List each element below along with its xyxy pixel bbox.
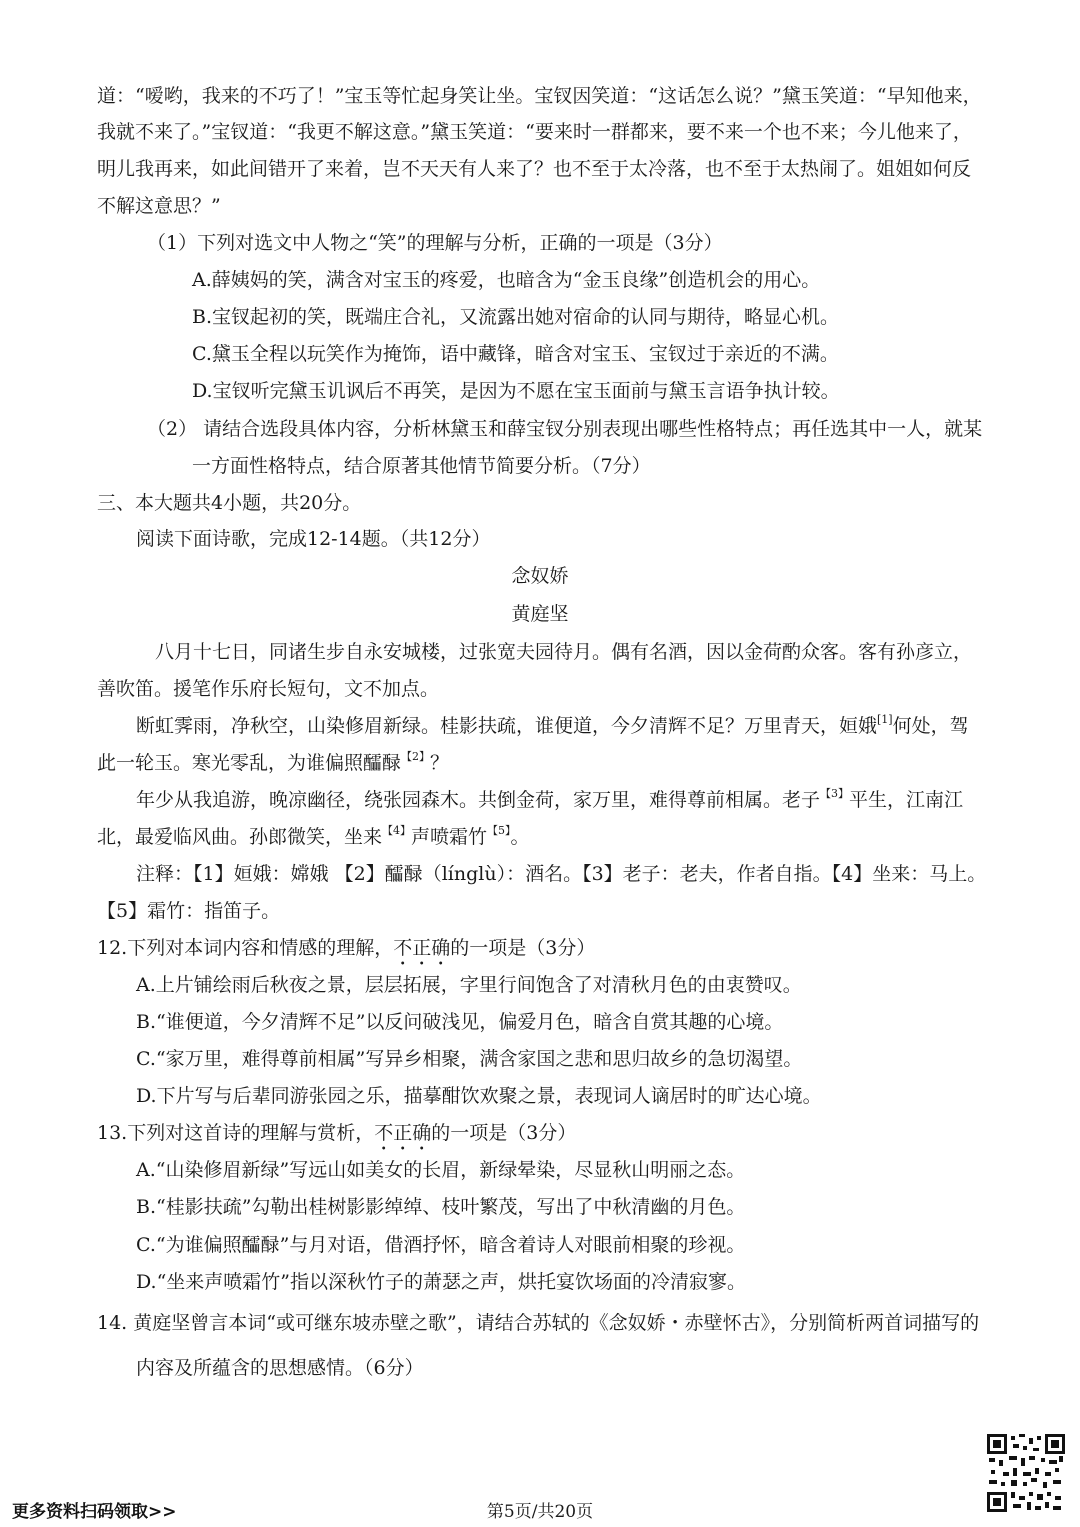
footnote-ref-3: 【3】 bbox=[820, 786, 850, 800]
q13-option-b: B.“桂影扶疏”勾勒出桂树影影绰绰、枝叶繁茂，写出了中秋清幽的月色。 bbox=[136, 1196, 746, 1218]
footnote-ref-2: 【2】 bbox=[401, 749, 431, 763]
q11-1-stem: （1）下列对选文中人物之“笑”的理解与分析，正确的一项是（3分） bbox=[147, 232, 723, 254]
poem-stanza-2-line-2: 北，最爱临风曲。孙郎微笑，坐来$^{【4】}$声喷霜竹$^{【5】}$。 bbox=[97, 823, 530, 848]
passage-line-4: 不解这意思？” bbox=[97, 195, 221, 217]
q12-emphasis: 不正确 bbox=[393, 937, 451, 959]
page-number: 第5页/共20页 bbox=[486, 1502, 594, 1522]
poem-stanza-2-line-1: 年少从我追游，晚凉幽径，绕张园森木。共倒金荷，家万里，难得尊前相属。老子$^{【3】}$平生，江南江 bbox=[136, 786, 964, 811]
q12-option-b: B.“谁便道，今夕清辉不足”以反问破浅见，偏爱月色，暗含自赏其趣的心境。 bbox=[136, 1011, 784, 1033]
poem-stanza-1-line-2: 此一轮玉。寒光零乱，为谁偏照醽醁$^{【2】}$？ bbox=[97, 749, 450, 774]
q13-option-a: A.“山染修眉新绿”写远山如美女的长眉，新绿晕染，尽显秋山明丽之态。 bbox=[136, 1159, 746, 1181]
poem-notes-line-2: 【5】霜竹：指笛子。 bbox=[97, 900, 281, 922]
q12-option-d: D.下片写与后辈同游张园之乐，描摹酣饮欢聚之景，表现词人谪居时的旷达心境。 bbox=[136, 1085, 822, 1107]
poem-notes-line-1: 注释：【1】姮娥：嫦娥 【2】醽醁（línglù）：酒名。【3】老子：老夫，作者自指。【4】坐来：马上。 bbox=[136, 863, 987, 885]
q13-option-c: C.“为谁偏照醽醁”与月对语，借酒抒怀，暗含着诗人对眼前相聚的珍视。 bbox=[136, 1234, 746, 1256]
poem-preface-line-2: 善吹笛。援笔作乐府长短句，文不加点。 bbox=[97, 678, 440, 700]
footnote-ref-4: 【4】 bbox=[382, 823, 412, 837]
q11-2-line-2: 一方面性格特点，结合原著其他情节简要分析。（7分） bbox=[192, 455, 651, 477]
poem-preface-line-1: 八月十七日，同诸生步自永安城楼，过张宽夫园待月。偶有名酒，因以金荷酌众客。客有孙彦立， bbox=[155, 641, 973, 663]
passage-line-2: 我就不来了。”宝钗道：“我更不解这意。”黛玉笑道：“要来时一群都来，要不来一个也不来；今儿他来了， bbox=[97, 121, 972, 143]
q13-emphasis: 不正确 bbox=[374, 1122, 432, 1144]
q12-stem: 12.下列对本词内容和情感的理解，不正确的一项是（3分） bbox=[97, 937, 596, 959]
q11-1-option-d: D.宝钗听完黛玉讥讽后不再笑，是因为不愿在宝玉面前与黛玉言语争执计较。 bbox=[192, 380, 840, 402]
q11-2-line-1: （2） 请结合选段具体内容，分析林黛玉和薛宝钗分别表现出哪些性格特点；再任选其中一人，就某 bbox=[147, 418, 983, 440]
poem-author: 黄庭坚 bbox=[511, 603, 569, 625]
q11-1-option-c: C.黛玉全程以玩笑作为掩饰，语中藏锋，暗含对宝玉、宝钗过于亲近的不满。 bbox=[192, 343, 839, 365]
passage-line-1: 道：“嗳哟，我来的不巧了！”宝玉等忙起身笑让坐。宝钗因笑道：“这话怎么说？”黛玉笑道：“早知他来， bbox=[97, 85, 982, 107]
q12-option-c: C.“家万里，难得尊前相属”写异乡相聚，满含家国之悲和思归故乡的急切渴望。 bbox=[136, 1048, 803, 1070]
q12-option-a: A.上片铺绘雨后秋夜之景，层层拓展，字里行间饱含了对清秋月色的由衷赞叹。 bbox=[136, 974, 802, 996]
q14-line-2: 内容及所蕴含的思想感情。（6分） bbox=[136, 1357, 424, 1379]
footnote-ref-5: 【5】 bbox=[487, 823, 511, 837]
footnote-ref-1: [1] bbox=[877, 712, 893, 726]
passage-line-3: 明儿我再来，如此间错开了来着，岂不天天有人来了？也不至于太冷落，也不至于太热闹了。姐姐如何反 bbox=[97, 158, 972, 180]
q11-1-option-a: A.薛姨妈的笑，满含对宝玉的疼爱，也暗含为“金玉良缘”创造机会的用心。 bbox=[192, 269, 821, 291]
section-3-intro: 阅读下面诗歌，完成12-14题。（共12分） bbox=[136, 528, 491, 550]
q14-line-1: 14. 黄庭坚曾言本词“或可继东坡赤壁之歌”，请结合苏轼的《念奴娇・赤壁怀古》，分别简析两首词描写的 bbox=[97, 1312, 980, 1334]
poem-title: 念奴娇 bbox=[511, 565, 569, 587]
q13-stem: 13.下列对这首诗的理解与赏析，不正确的一项是（3分） bbox=[97, 1122, 577, 1144]
footer-scan-promo[interactable]: 更多资料扫码领取>> bbox=[12, 1502, 177, 1522]
q13-option-d: D.“坐来声喷霜竹”指以深秋竹子的萧瑟之声，烘托宴饮场面的冷清寂寥。 bbox=[136, 1271, 747, 1293]
poem-stanza-1-line-1: 断虹霁雨，净秋空，山染修眉新绿。桂影扶疏，谁便道，今夕清辉不足？万里青天，姮娥[1]何处，驾 bbox=[136, 712, 969, 737]
section-3-heading: 三、本大题共4小题，共20分。 bbox=[97, 492, 362, 514]
q11-1-option-b: B.宝钗起初的笑，既端庄合礼，又流露出她对宿命的认同与期待，略显心机。 bbox=[192, 306, 840, 328]
